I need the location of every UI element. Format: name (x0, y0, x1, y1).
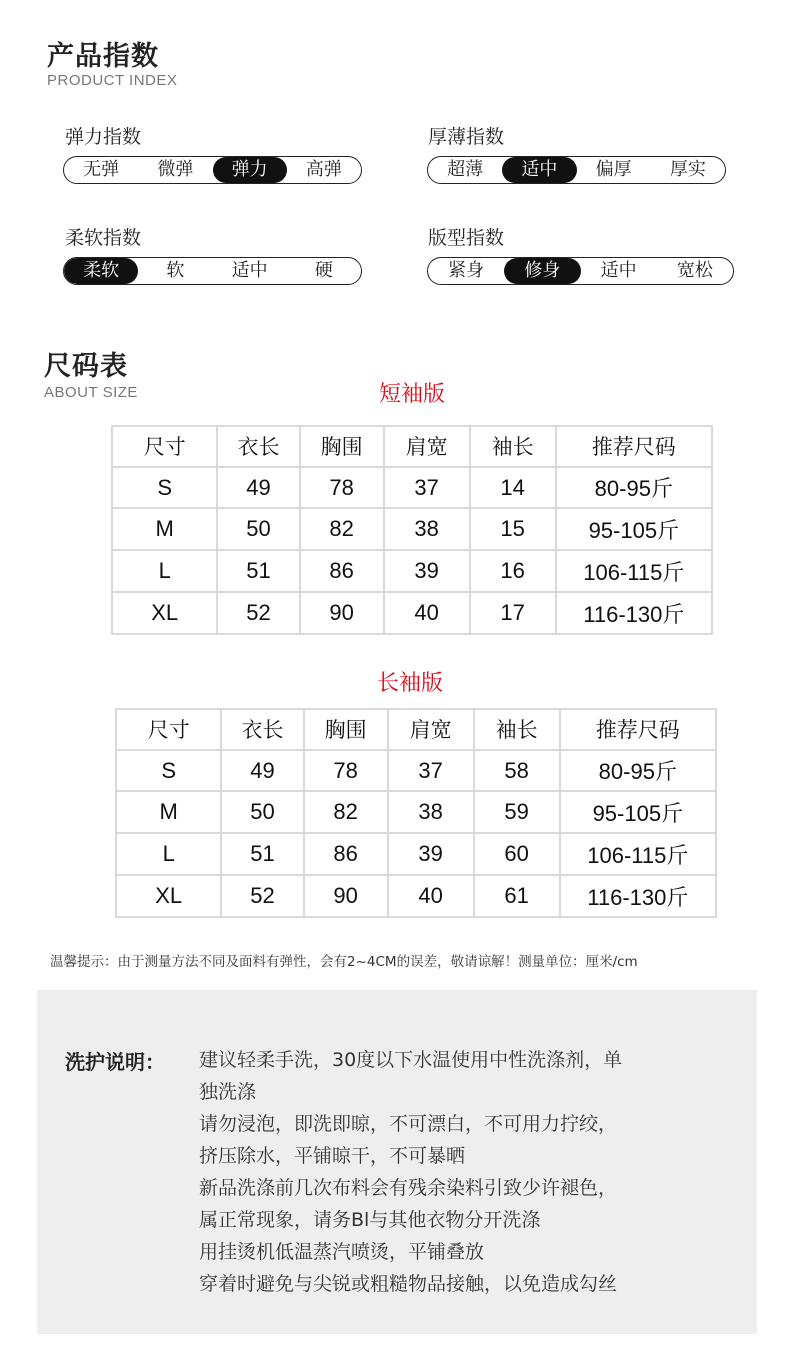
table-cell: XL (112, 592, 217, 634)
table-cell: 78 (300, 467, 384, 509)
table-cell: M (116, 791, 221, 833)
table-cell: 38 (384, 508, 470, 550)
table-cell: 82 (304, 791, 388, 833)
table-cell: 116-130斤 (556, 592, 712, 634)
washing-line: 独洗涤 (199, 1081, 257, 1103)
table-cell: 51 (221, 833, 303, 875)
column-header: 衣长 (217, 426, 299, 467)
washing-line: 穿着时避免与尖锐或粗糙物品接触，以免造成勾丝 (199, 1273, 618, 1295)
table-cell: 60 (474, 833, 560, 875)
softness-option: 硬 (314, 260, 333, 281)
washing-lines (199, 1044, 699, 1300)
table-row (116, 791, 716, 833)
table-cell: 59 (474, 791, 560, 833)
table-row (116, 875, 716, 917)
fit-option: 宽松 (676, 260, 713, 281)
thickness-option: 厚实 (669, 159, 706, 180)
table-row (112, 550, 712, 592)
short-sleeve-label: 短袖版 (378, 382, 445, 407)
column-header: 衣长 (221, 709, 303, 750)
table-cell: 37 (384, 467, 470, 509)
table-cell: S (112, 467, 217, 509)
fit-option: 紧身 (448, 260, 485, 281)
table-row (116, 750, 716, 792)
table-cell: 78 (304, 750, 388, 792)
washing-line: 属正常现象，请务Bl与其他衣物分开洗涤 (199, 1209, 541, 1231)
table-cell: 51 (217, 550, 299, 592)
table-cell: 90 (300, 592, 384, 634)
table-cell: 50 (221, 791, 303, 833)
table-cell: 95-105斤 (556, 508, 712, 550)
table-cell: 17 (470, 592, 556, 634)
softness-label: 柔软指数 (65, 227, 142, 249)
table-cell: L (112, 550, 217, 592)
table-cell: S (116, 750, 221, 792)
table-cell: 37 (388, 750, 474, 792)
table-cell: 52 (217, 592, 299, 634)
column-header: 尺寸 (112, 426, 217, 467)
softness-scale (63, 257, 362, 285)
table-cell: 90 (304, 875, 388, 917)
column-header: 尺寸 (116, 709, 221, 750)
table-cell: 95-105斤 (560, 791, 716, 833)
washing-line: 请勿浸泡，即洗即晾，不可漂白，不可用力拧绞， (199, 1113, 618, 1135)
table-cell: M (112, 508, 217, 550)
table-row (112, 508, 712, 550)
fit-label: 版型指数 (428, 227, 505, 249)
table-header-row (116, 709, 716, 750)
column-header: 推荐尺码 (556, 426, 712, 467)
elasticity-label: 弹力指数 (65, 126, 142, 148)
elasticity-option: 弹力 (213, 157, 287, 183)
column-header: 肩宽 (388, 709, 474, 750)
table-cell: 106-115斤 (556, 550, 712, 592)
thickness-label: 厚薄指数 (428, 126, 505, 148)
column-header: 胸围 (300, 426, 384, 467)
elasticity-scale (63, 156, 362, 184)
table-row (116, 833, 716, 875)
washing-panel (37, 990, 757, 1334)
table-cell: 52 (221, 875, 303, 917)
product-index-subtitle: PRODUCT INDEX (47, 72, 178, 89)
measurement-note: 温馨提示：由于测量方法不同及面料有弹性，会有2~4CM的误差，敬请谅解！测量单位：厘米/cm (50, 954, 638, 970)
table-cell: 49 (217, 467, 299, 509)
short-sleeve-table (111, 425, 713, 635)
table-cell: 80-95斤 (560, 750, 716, 792)
table-row (112, 467, 712, 509)
table-cell: 16 (470, 550, 556, 592)
table-cell: 39 (388, 833, 474, 875)
thickness-option: 偏厚 (595, 159, 632, 180)
long-sleeve-label: 长袖版 (376, 671, 443, 696)
column-header: 肩宽 (384, 426, 470, 467)
long-sleeve-table (115, 708, 717, 918)
table-cell: 49 (221, 750, 303, 792)
size-chart-subtitle: ABOUT SIZE (44, 384, 138, 401)
washing-title: 洗护说明： (65, 1050, 165, 1074)
table-cell: 116-130斤 (560, 875, 716, 917)
table-cell: 86 (300, 550, 384, 592)
table-cell: 39 (384, 550, 470, 592)
column-header: 袖长 (474, 709, 560, 750)
table-cell: 80-95斤 (556, 467, 712, 509)
thickness-scale (427, 156, 726, 184)
fit-option: 修身 (504, 258, 580, 284)
softness-option: 软 (166, 260, 185, 281)
table-row (112, 592, 712, 634)
fit-option: 适中 (600, 260, 637, 281)
table-cell: L (116, 833, 221, 875)
table-cell: 82 (300, 508, 384, 550)
table-cell: 86 (304, 833, 388, 875)
table-cell: 15 (470, 508, 556, 550)
elasticity-option: 无弹 (83, 159, 120, 180)
elasticity-option: 微弹 (157, 159, 194, 180)
fit-scale (427, 257, 734, 285)
table-cell: 40 (388, 875, 474, 917)
table-cell: 40 (384, 592, 470, 634)
column-header: 推荐尺码 (560, 709, 716, 750)
softness-option: 适中 (231, 260, 268, 281)
table-cell: 14 (470, 467, 556, 509)
table-cell: 50 (217, 508, 299, 550)
elasticity-option: 高弹 (305, 159, 342, 180)
product-index-title: 产品指数 (47, 41, 159, 72)
washing-line: 新品洗涤前几次布料会有残余染料引致少许褪色， (199, 1177, 618, 1199)
table-cell: 61 (474, 875, 560, 917)
washing-line: 挤压除水，平铺晾干，不可暴晒 (199, 1145, 466, 1167)
table-cell: XL (116, 875, 221, 917)
washing-line: 建议轻柔手洗，30度以下水温使用中性洗涤剂，单 (199, 1049, 623, 1071)
thickness-option: 超薄 (447, 159, 484, 180)
table-cell: 58 (474, 750, 560, 792)
softness-option: 柔软 (64, 258, 138, 284)
table-cell: 106-115斤 (560, 833, 716, 875)
table-cell: 38 (388, 791, 474, 833)
table-header-row (112, 426, 712, 467)
column-header: 袖长 (470, 426, 556, 467)
column-header: 胸围 (304, 709, 388, 750)
thickness-option: 适中 (502, 157, 576, 183)
washing-line: 用挂烫机低温蒸汽喷烫，平铺叠放 (199, 1241, 485, 1263)
size-chart-title: 尺码表 (44, 351, 128, 382)
